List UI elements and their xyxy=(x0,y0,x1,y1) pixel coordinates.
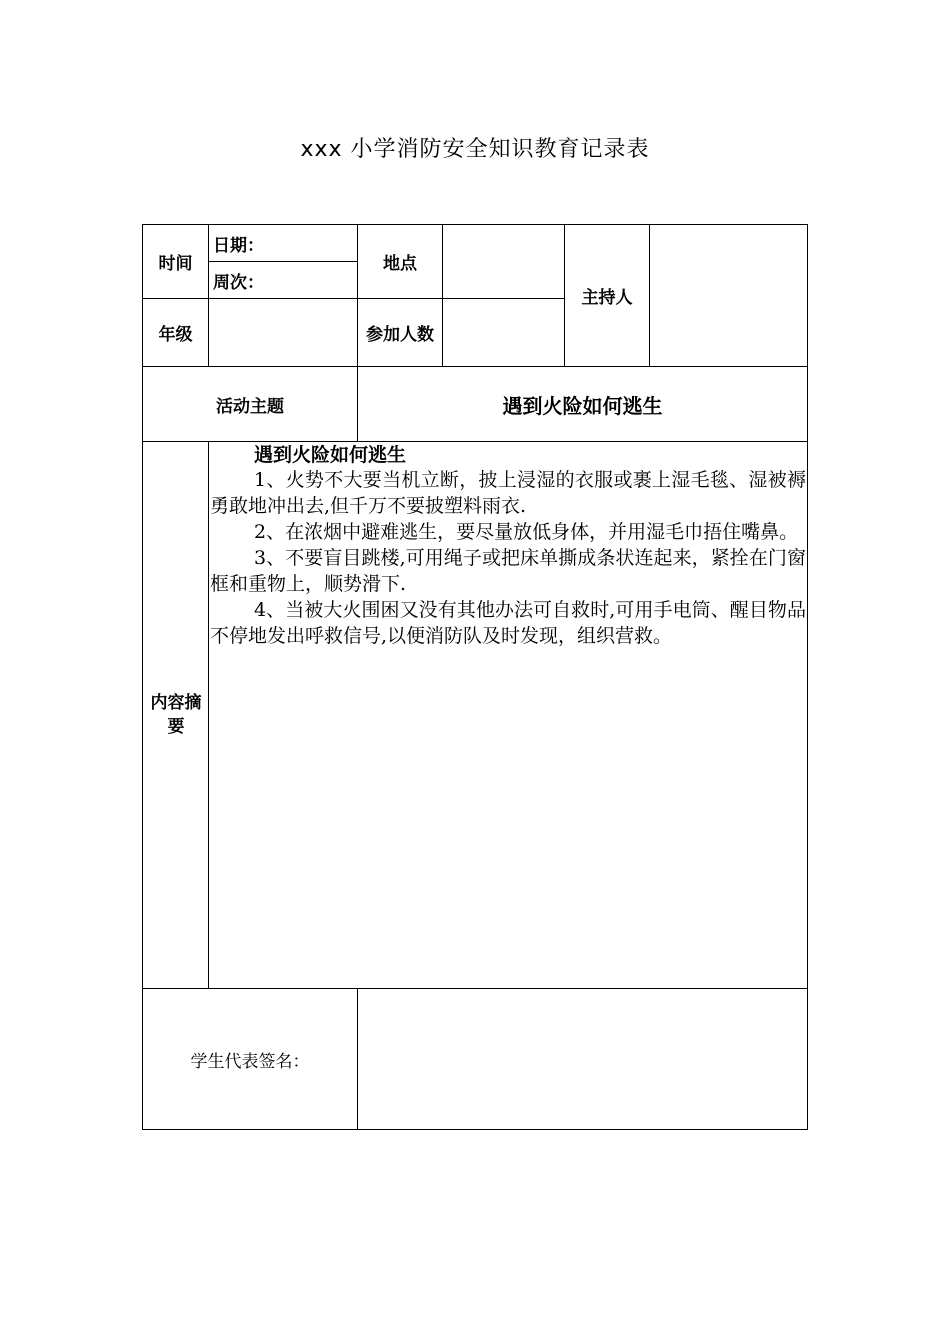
table-rule xyxy=(208,441,209,988)
table-border-bottom xyxy=(142,1129,808,1130)
topic-label: 活动主题 xyxy=(216,396,284,417)
signature-field xyxy=(358,989,807,1129)
summary-label: 内容摘要 xyxy=(150,693,202,737)
time-label: 时间 xyxy=(158,254,193,274)
host-label: 主持人 xyxy=(581,288,633,308)
content-heading: 遇到火险如何逃生 xyxy=(254,444,407,466)
content-paragraph: 1、火势不大要当机立断，披上浸湿的衣服或裹上湿毛毯、湿被褥勇敢地冲出去,但千万不要披塑料雨衣. xyxy=(210,469,806,517)
host-value xyxy=(650,225,807,366)
topic-value: 遇到火险如何逃生 xyxy=(502,393,663,418)
table-rule xyxy=(142,441,808,442)
signature-label: 学生代表签名： xyxy=(190,1051,310,1072)
content-paragraph: 4、当被大火围困又没有其他办法可自救时,可用手电筒、醒目物品不停地发出呼救信号,以便消防队及时发现，组织营救。 xyxy=(210,599,806,647)
participants-value xyxy=(443,299,564,366)
content-paragraph: 2、在浓烟中避难逃生，要尽量放低身体，并用湿毛巾捂住嘴鼻。 xyxy=(254,521,799,543)
content-paragraph: 3、不要盲目跳楼,可用绳子或把床单撕成条状连起来，紧拴在门窗框和重物上，顺势滑下. xyxy=(210,547,806,595)
location-value xyxy=(443,225,564,298)
date-label: 日期： xyxy=(213,235,264,256)
location-label: 地点 xyxy=(383,254,417,274)
grade-label: 年级 xyxy=(158,325,193,345)
grade-value xyxy=(209,299,357,366)
week-label: 周次： xyxy=(213,272,264,293)
participants-label: 参加人数 xyxy=(366,325,434,345)
document-title: xxx 小学消防安全知识教育记录表 xyxy=(300,137,650,162)
content-summary xyxy=(210,443,806,649)
table-border-right xyxy=(807,224,808,1130)
